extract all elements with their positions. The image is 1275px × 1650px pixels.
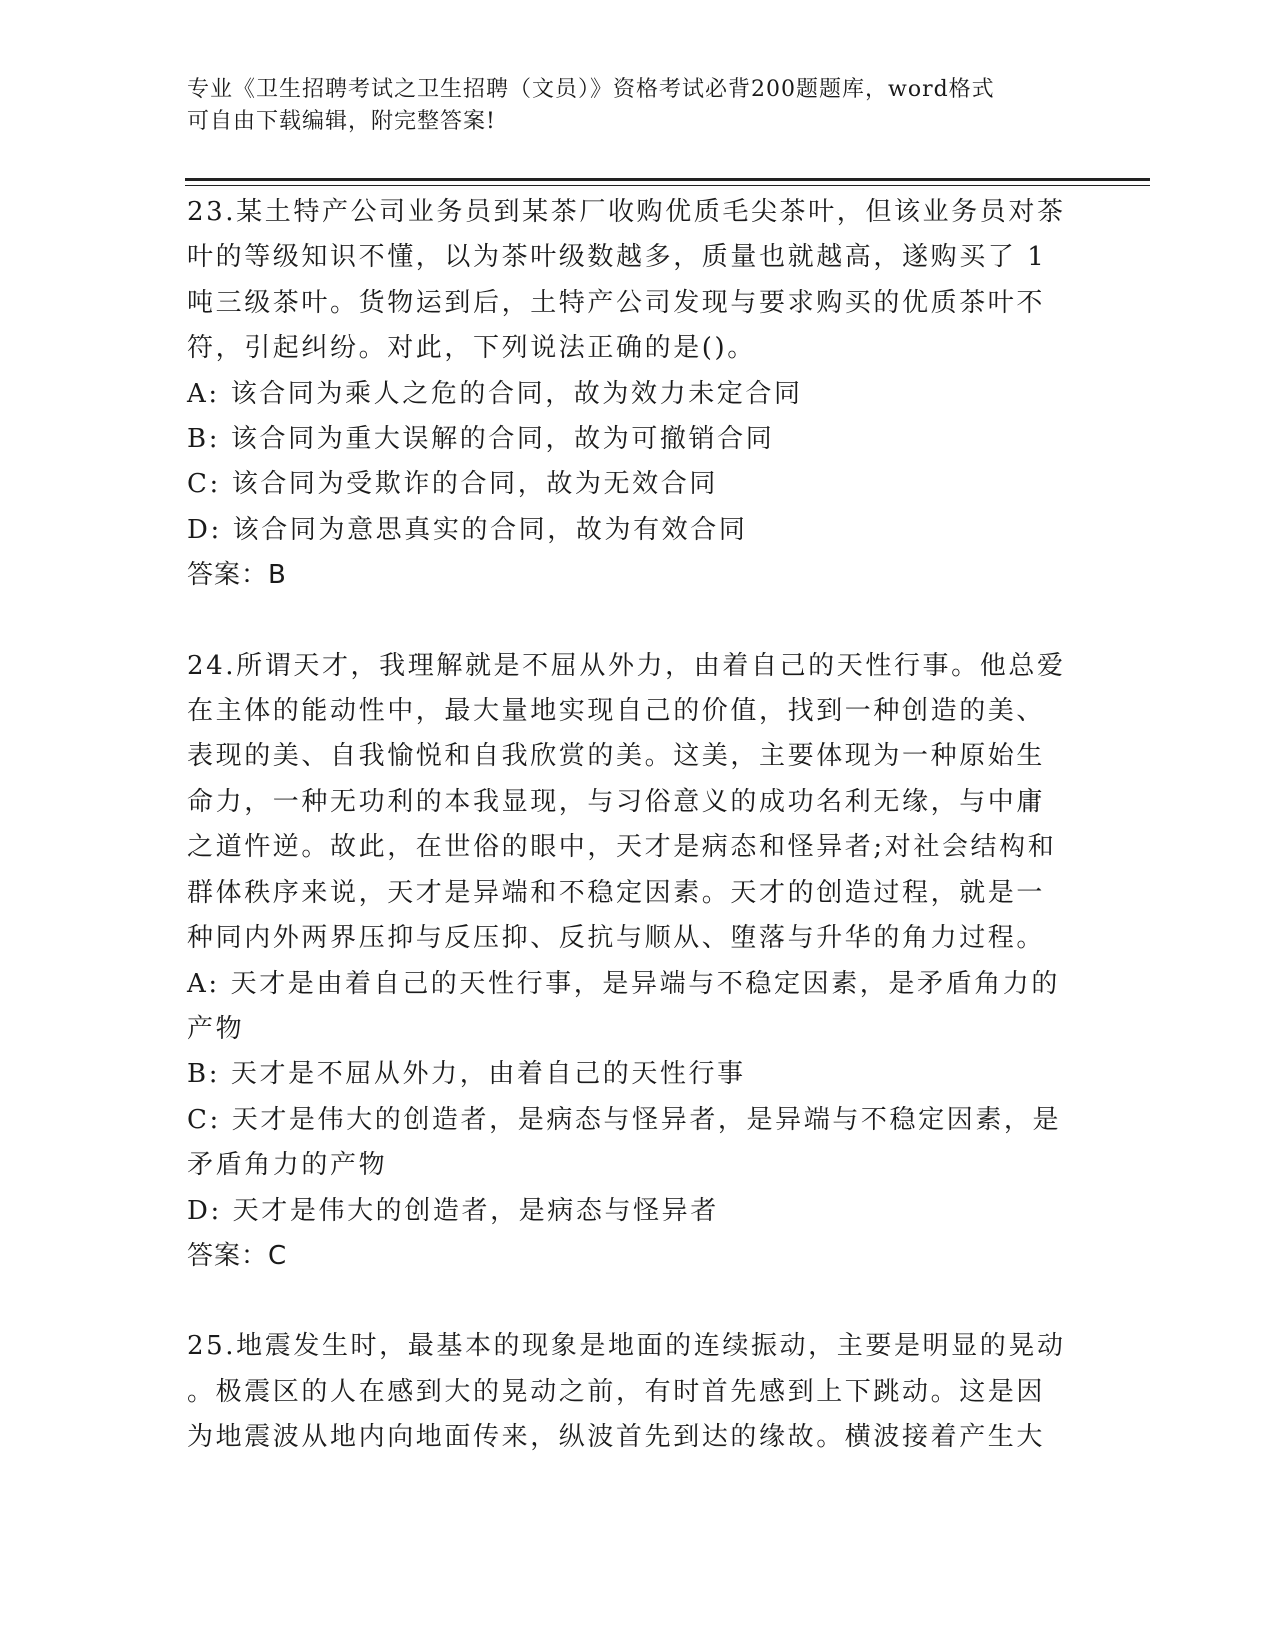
option-d: D: 该合同为意思真实的合同，故为有效合同 [187, 514, 748, 545]
option-c: C: 该合同为受欺诈的合同，故为无效合同 [187, 469, 718, 500]
option-b: B: 天才是不屈从外力，由着自己的天性行事 [187, 1059, 746, 1090]
question-stem-line: 吨三级茶叶。货物运到后，土特产公司发现与要求购买的优质茶叶不 [187, 287, 1046, 318]
option-c-continued: 矛盾角力的产物 [187, 1150, 388, 1181]
answer-label: 答案：C [187, 1240, 288, 1271]
question-stem-line: 命力，一种无功利的本我显现，与习俗意义的成功名利无缘，与中庸 [187, 786, 1046, 817]
header-line: 可自由下载编辑，附完整答案! [187, 109, 496, 134]
question-stem-line: 表现的美、自我愉悦和自我欣赏的美。这美，主要体现为一种原始生 [187, 741, 1046, 772]
question-stem-line: 叶的等级知识不懂，以为茶叶级数越多，质量也就越高，遂购买了 1 [187, 242, 1047, 273]
header-rule-thick [185, 178, 1150, 181]
option-a: A: 该合同为乘人之危的合同，故为效力未定合同 [187, 378, 803, 409]
question-stem-line: 种同内外两界压抑与反压抑、反抗与顺从、堕落与升华的角力过程。 [187, 923, 1046, 954]
header-rule-thin [185, 185, 1150, 186]
option-a: A: 天才是由着自己的天性行事，是异端与不稳定因素，是矛盾角力的 [187, 968, 1061, 999]
question-stem-line: 在主体的能动性中，最大量地实现自己的价值，找到一种创造的美、 [187, 696, 1046, 727]
question-stem-line: 为地震波从地内向地面传来，纵波首先到达的缘故。横波接着产生大 [187, 1422, 1046, 1453]
question-stem-line: 之道忤逆。故此，在世俗的眼中，天才是病态和怪异者;对社会结构和 [187, 832, 1057, 863]
question-25 [187, 1324, 1077, 1460]
question-24 [187, 644, 1077, 1280]
question-stem-line: 群体秩序来说，天才是异端和不稳定因素。天才的创造过程，就是一 [187, 877, 1046, 908]
option-d: D: 天才是伟大的创造者，是病态与怪异者 [187, 1195, 719, 1226]
question-stem-line: 25.地震发生时，最基本的现象是地面的连续振动，主要是明显的晃动 [187, 1331, 1066, 1362]
answer-label: 答案：B [187, 560, 287, 591]
question-stem-line: 符，引起纠纷。对此，下列说法正确的是()。 [187, 333, 756, 364]
question-stem-line: 23.某土特产公司业务员到某茶厂收购优质毛尖茶叶，但该业务员对茶 [187, 197, 1066, 227]
question-stem-line: 。极震区的人在感到大的晃动之前，有时首先感到上下跳动。这是因 [187, 1376, 1046, 1407]
option-b: B: 该合同为重大误解的合同，故为可撤销合同 [187, 424, 775, 455]
question-23 [187, 190, 1077, 599]
header-line: 专业《卫生招聘考试之卫生招聘（文员）》资格考试必背200题题库，word格式 [187, 77, 995, 102]
option-a-continued: 产物 [187, 1013, 245, 1044]
question-stem-line: 24.所谓天才，我理解就是不屈从外力，由着自己的天性行事。他总爱 [187, 650, 1066, 681]
option-c: C: 天才是伟大的创造者，是病态与怪异者，是异端与不稳定因素，是 [187, 1104, 1062, 1135]
document-header [187, 74, 1087, 138]
question-list [187, 190, 1077, 1506]
